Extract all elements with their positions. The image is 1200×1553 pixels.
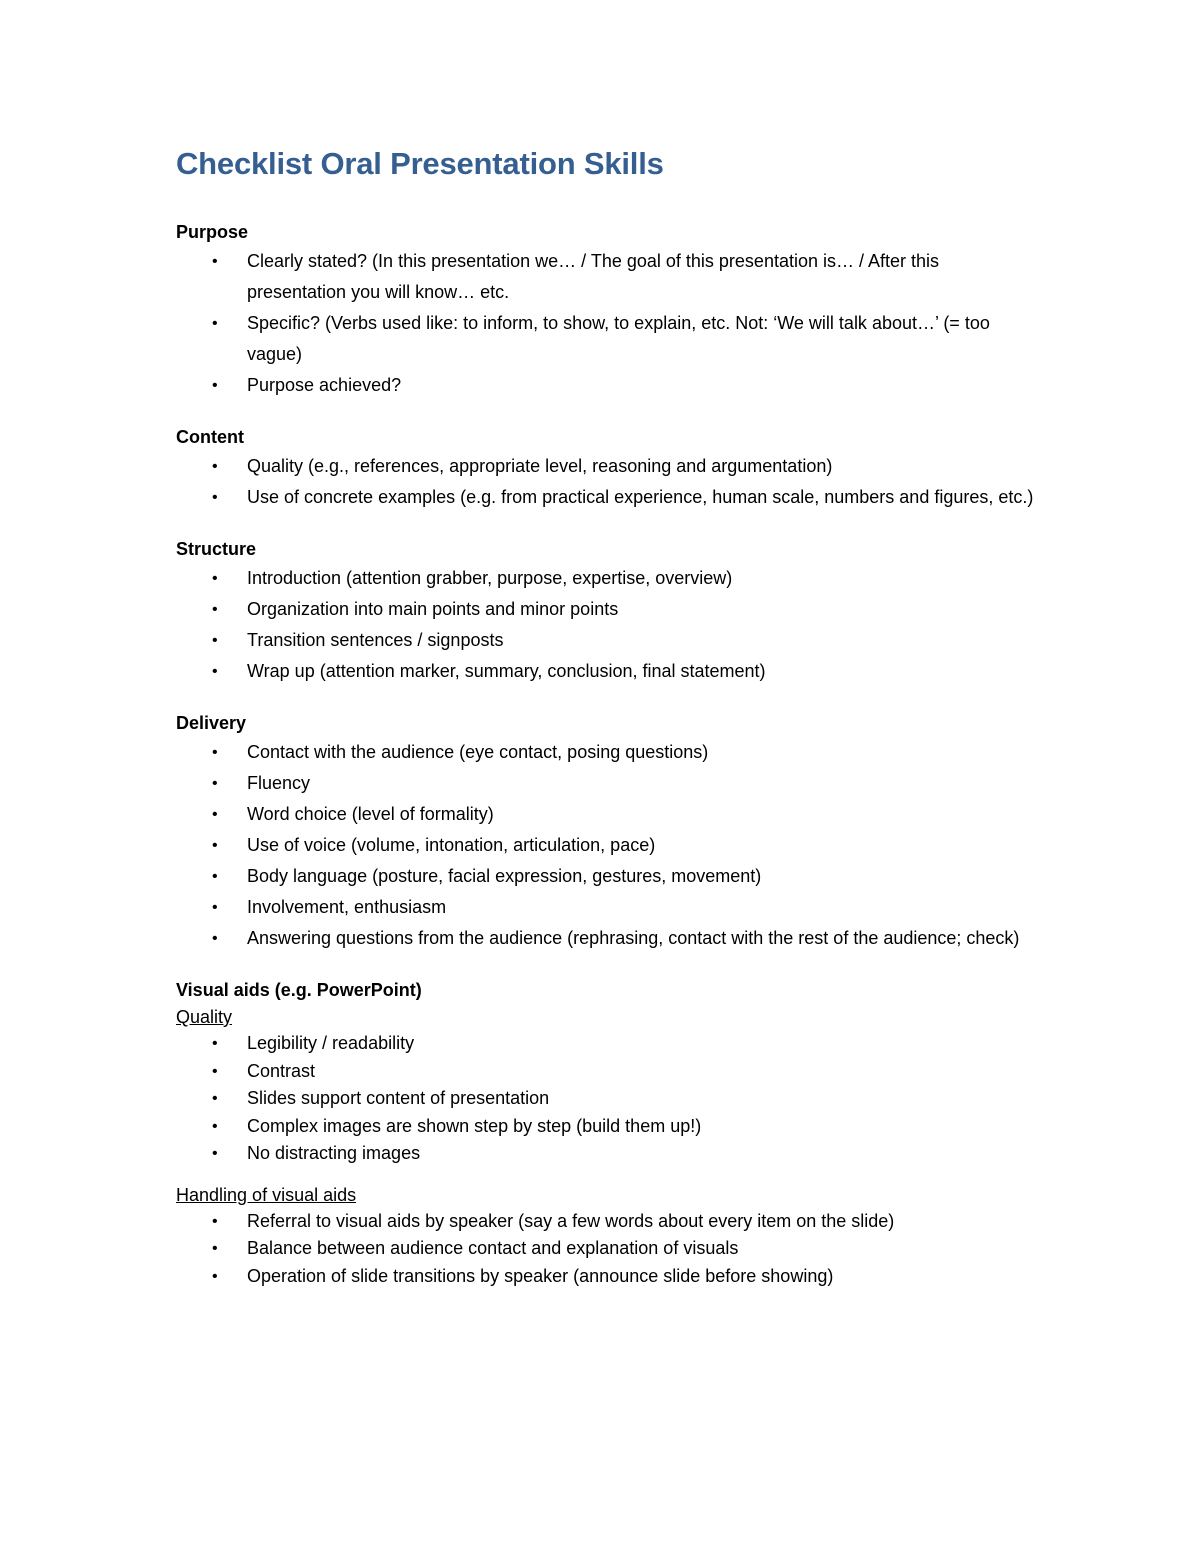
section-delivery [176, 709, 1080, 954]
bullet-icon: • [212, 1035, 218, 1052]
list-item: • Use of concrete examples (e.g. from practical experience, human scale, numbers and figures, etc.) [176, 482, 1037, 513]
list-item: • Purpose achieved? [176, 370, 1037, 401]
section-heading-purpose: Purpose [176, 222, 249, 242]
bullet-icon: • [212, 315, 218, 332]
visual-quality-list [176, 1030, 1080, 1168]
list-item: • Use of voice (volume, intonation, articulation, pace) [176, 830, 1037, 861]
page-title: Checklist Oral Presentation Skills [176, 146, 664, 181]
section-heading-content: Content [176, 427, 244, 447]
sub-heading-handling: Handling of visual aids [176, 1184, 357, 1205]
bullet-icon: • [212, 458, 218, 475]
list-item: • Contrast [176, 1058, 1037, 1086]
bullet-icon: • [212, 1240, 218, 1257]
list-item: • Word choice (level of formality) [176, 799, 1037, 830]
list-item: • Wrap up (attention marker, summary, conclusion, final statement) [176, 656, 1037, 687]
list-item: • Answering questions from the audience (rephrasing, contact with the rest of the audience; check) [176, 923, 1037, 954]
bullet-icon: • [212, 930, 218, 947]
section-content [176, 423, 1080, 513]
list-item: • Balance between audience contact and explanation of visuals [176, 1235, 1037, 1263]
spacer [176, 1168, 1080, 1182]
section-heading-structure: Structure [176, 539, 257, 559]
bullet-icon: • [212, 570, 218, 587]
section-heading-visual-aids: Visual aids (e.g. PowerPoint) [176, 980, 422, 1000]
list-item: • Operation of slide transitions by speaker (announce slide before showing) [176, 1263, 1037, 1291]
bullet-icon: • [212, 1062, 218, 1080]
list-item: • Involvement, enthusiasm [176, 892, 1037, 923]
delivery-list [176, 737, 1080, 954]
purpose-list [176, 246, 1080, 401]
list-item: • Legibility / readability [176, 1030, 1037, 1058]
list-item: • Referral to visual aids by speaker (say a few words about every item on the slide) [176, 1208, 1037, 1236]
list-item: • Organization into main points and minor points [176, 594, 1037, 625]
bullet-icon: • [212, 1117, 218, 1135]
list-item: • No distracting images [176, 1140, 1037, 1168]
list-item: • Introduction (attention grabber, purpose, expertise, overview) [176, 563, 1037, 594]
list-item: • Contact with the audience (eye contact, posing questions) [176, 737, 1037, 768]
list-item: • Clearly stated? (In this presentation we… / The goal of this presentation is… / After this presentation you will know… etc. [176, 246, 1037, 308]
list-item: • Slides support content of presentation [176, 1085, 1037, 1113]
section-structure [176, 535, 1080, 687]
list-item: • Quality (e.g., references, appropriate level, reasoning and argumentation) [176, 451, 1037, 482]
visual-handling-list [176, 1208, 1080, 1291]
sub-heading-quality: Quality [176, 1007, 233, 1027]
list-item: • Body language (posture, facial expression, gestures, movement) [176, 861, 1037, 892]
structure-list [176, 563, 1080, 687]
list-item: • Fluency [176, 768, 1037, 799]
bullet-icon: • [212, 806, 218, 823]
bullet-icon: • [212, 899, 218, 916]
bullet-icon: • [212, 744, 218, 761]
section-visual-aids [176, 976, 1080, 1290]
bullet-icon: • [212, 1090, 218, 1107]
bullet-icon: • [212, 489, 218, 506]
list-item: • Specific? (Verbs used like: to inform, to show, to explain, etc. Not: ‘We will talk about…’ (= too vague) [176, 308, 1037, 370]
bullet-icon: • [212, 601, 218, 618]
section-purpose [176, 218, 1080, 401]
bullet-icon: • [212, 377, 218, 394]
list-item: • Transition sentences / signposts [176, 625, 1037, 656]
bullet-icon: • [212, 253, 218, 270]
bullet-icon: • [212, 1145, 218, 1162]
bullet-icon: • [212, 1267, 218, 1285]
bullet-icon: • [212, 1212, 218, 1230]
bullet-icon: • [212, 663, 218, 680]
bullet-icon: • [212, 868, 218, 885]
bullet-icon: • [212, 775, 218, 792]
bullet-icon: • [212, 837, 218, 854]
section-heading-delivery: Delivery [176, 713, 247, 733]
content-list [176, 451, 1080, 513]
list-item: • Complex images are shown step by step (build them up!) [176, 1113, 1037, 1141]
bullet-icon: • [212, 632, 218, 649]
